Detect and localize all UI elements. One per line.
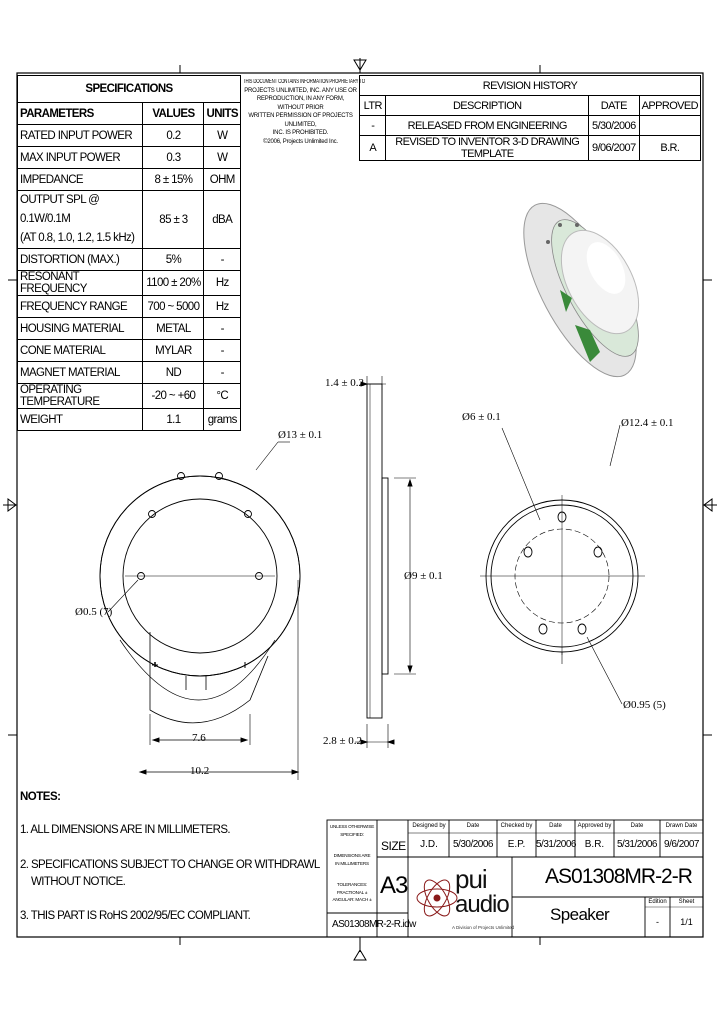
drawn-date-label: Drawn Date xyxy=(665,823,698,829)
col-values: VALUES xyxy=(143,103,204,125)
part-description: Speaker xyxy=(550,905,610,924)
size-value: A3 xyxy=(380,872,408,899)
rev-date: 5/30/2006 xyxy=(588,116,639,136)
revision-history-table xyxy=(359,75,701,161)
param-multiline xyxy=(18,191,143,249)
col-units: UNITS xyxy=(204,103,241,125)
dim-outer-diameter: Ø13 ± 0.1 xyxy=(278,429,323,441)
unit: - xyxy=(204,362,241,384)
notes-title: NOTES: xyxy=(20,791,61,803)
col-ltr: LTR xyxy=(360,96,386,116)
dim-thickness-bottom: 2.8 ± 0.2 xyxy=(323,735,363,747)
value: ND xyxy=(143,362,204,384)
unit: - xyxy=(204,340,241,362)
sheet-number: 1/1 xyxy=(680,917,693,927)
checked-date-label: Date xyxy=(549,823,562,829)
unit: OHM xyxy=(204,169,241,191)
value: METAL xyxy=(143,318,204,340)
edition-label: Edition xyxy=(648,899,667,905)
unit: Hz xyxy=(204,296,241,318)
front-view xyxy=(100,442,300,780)
pui-audio-logo-icon xyxy=(417,876,457,920)
notice-line: ©2006, Projects Unlimited Inc. xyxy=(263,138,338,145)
param: RATED INPUT POWER xyxy=(18,125,143,147)
notice-line: WRITTEN PERMISSION OF PROJECTS UNLIMITED, xyxy=(248,113,353,128)
unit: °C xyxy=(204,384,241,409)
edition: - xyxy=(656,917,659,927)
approved-date: 5/31/2006 xyxy=(617,839,657,850)
param: DISTORTION (MAX.) xyxy=(18,249,143,271)
unless-line: FRACTIONAL ± xyxy=(336,889,368,895)
dim-side-diameter: Ø9 ± 0.1 xyxy=(404,570,443,582)
designed-by-label: Designed by xyxy=(412,823,446,829)
logo-text-pui: pui xyxy=(455,864,487,894)
param: MAX INPUT POWER xyxy=(18,147,143,169)
rev-desc: REVISED TO INVENTOR 3-D DRAWING TEMPLATE xyxy=(386,136,589,161)
value: MYLAR xyxy=(143,340,204,362)
dim-width-10-2: 10.2 xyxy=(190,765,210,777)
unless-line: UNLESS OTHERWISE xyxy=(329,824,375,829)
designed-date: 5/30/2006 xyxy=(453,839,493,850)
param: HOUSING MATERIAL xyxy=(18,318,143,340)
rev-date: 9/06/2007 xyxy=(588,136,639,161)
revision-history-title: REVISION HISTORY xyxy=(360,76,701,96)
side-view xyxy=(355,376,416,748)
checked-date: 5/31/2006 xyxy=(536,839,576,850)
param: FREQUENCY RANGE xyxy=(18,296,143,318)
dim-inner-diameter: Ø6 ± 0.1 xyxy=(462,411,501,423)
col-description: DESCRIPTION xyxy=(386,96,589,116)
back-view xyxy=(480,425,645,704)
filename: AS01308MR-2-R.idw xyxy=(332,919,416,930)
value: 8 ± 15% xyxy=(143,169,204,191)
specifications-table xyxy=(17,75,241,431)
size-label: SIZE xyxy=(381,839,406,853)
checked-by: E.P. xyxy=(507,839,526,850)
notice-line: REPRODUCTION, IN ANY FORM, WITHOUT PRIOR xyxy=(256,96,345,111)
unit: - xyxy=(204,249,241,271)
param: RESONANT FREQUENCY xyxy=(18,271,143,296)
unit: - xyxy=(204,318,241,340)
dim-thickness-top: 1.4 ± 0.2 xyxy=(325,377,365,389)
unless-note xyxy=(328,823,376,904)
value: -20 ~ +60 xyxy=(143,384,204,409)
unless-line: IN MILLIMETERS xyxy=(335,860,369,866)
part-number: AS01308MR-2-R xyxy=(545,865,692,888)
unit: W xyxy=(204,125,241,147)
logo-text-audio: audio xyxy=(455,891,509,918)
unless-line: TOLERANCES: xyxy=(336,882,368,887)
drawn-date: 9/6/2007 xyxy=(664,839,699,850)
unless-line: DIMENSIONS ARE xyxy=(333,853,371,858)
note-1: 1. ALL DIMENSIONS ARE IN MILLIMETERS. xyxy=(20,824,230,836)
param: OPERATING TEMPERATURE xyxy=(18,384,143,409)
param: CONE MATERIAL xyxy=(18,340,143,362)
value: 5% xyxy=(143,249,204,271)
date-label: Date xyxy=(466,823,480,829)
value: 700 ~ 5000 xyxy=(143,296,204,318)
unit: dBA xyxy=(204,191,241,249)
dim-back-holes: Ø0.95 (5) xyxy=(623,699,666,711)
param: MAGNET MATERIAL xyxy=(18,362,143,384)
specifications-title: SPECIFICATIONS xyxy=(18,76,241,103)
approved-by-label: Approved by xyxy=(577,823,612,829)
rev-ltr: - xyxy=(360,116,386,136)
unit: W xyxy=(204,147,241,169)
approved-by: B.R. xyxy=(584,839,605,850)
value: 0.2 xyxy=(143,125,204,147)
logo-tagline: A Division of Projects Unlimited xyxy=(452,925,515,930)
unless-line: SPECIFIED: xyxy=(340,831,364,837)
notice-line: PROJECTS UNLIMITED, INC. ANY USE OR xyxy=(244,87,357,94)
param-sub: (AT 0.8, 1.0, 1.2, 1.5 kHz) xyxy=(20,232,135,244)
approved-date-label: Date xyxy=(630,823,644,829)
note-2-cont: WITHOUT NOTICE. xyxy=(31,876,126,888)
param: IMPEDANCE xyxy=(18,169,143,191)
note-2: 2. SPECIFICATIONS SUBJECT TO CHANGE OR WITHDRAWL xyxy=(20,859,320,871)
speaker-3d-render xyxy=(501,187,658,392)
designed-by: J.D. xyxy=(420,839,438,850)
param: OUTPUT SPL @ 0.1W/0.1M xyxy=(20,194,100,225)
notice-line: THIS DOCUMENT CONTAINS INFORMATION PROPRIETARY TO xyxy=(243,79,365,85)
value: 1100 ± 20% xyxy=(143,271,204,296)
checked-by-label: Checked by xyxy=(500,823,533,829)
notice-line: INC. IS PROHIBITED. xyxy=(272,130,329,136)
proprietary-notice xyxy=(243,78,365,146)
unless-line: ANGULAR: MACH ± xyxy=(332,897,372,902)
unit: Hz xyxy=(204,271,241,296)
rev-ltr: A xyxy=(360,136,386,161)
sheet-label: Sheet xyxy=(678,899,695,905)
param: WEIGHT xyxy=(18,409,143,431)
rev-desc: RELEASED FROM ENGINEERING xyxy=(386,116,589,136)
col-parameters: PARAMETERS xyxy=(18,103,143,125)
dim-back-diameter: Ø12.4 ± 0.1 xyxy=(621,417,674,429)
dim-hole-diameter: Ø0.5 (7) xyxy=(75,606,113,618)
value: 85 ± 3 xyxy=(143,191,204,249)
note-3: 3. THIS PART IS RoHS 2002/95/EC COMPLIANT. xyxy=(20,910,251,922)
value: 0.3 xyxy=(143,147,204,169)
rev-approved: B.R. xyxy=(639,136,700,161)
unit: grams xyxy=(204,409,241,431)
dim-width-7-6: 7.6 xyxy=(192,732,206,744)
col-date: DATE xyxy=(588,96,639,116)
value: 1.1 xyxy=(143,409,204,431)
rev-approved xyxy=(639,116,700,136)
col-approved: APPROVED xyxy=(639,96,700,116)
